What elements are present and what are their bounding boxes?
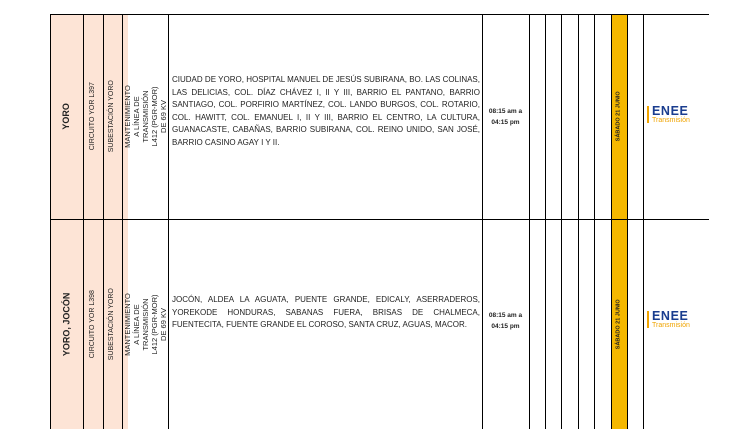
date-label: SÁBADO 21 JUNIO bbox=[615, 299, 622, 349]
circuit-cell bbox=[83, 14, 103, 219]
date-cell bbox=[611, 219, 627, 429]
date-label: SÁBADO 21 JUNIO bbox=[615, 91, 622, 142]
work-cell bbox=[122, 219, 168, 429]
substation-cell bbox=[103, 14, 122, 219]
column-divider bbox=[643, 14, 644, 429]
column-divider bbox=[529, 14, 530, 429]
column-divider bbox=[545, 14, 546, 429]
department-cell bbox=[50, 14, 83, 219]
time-range bbox=[482, 310, 529, 332]
time-end: 04:15 pm bbox=[491, 119, 520, 126]
enee-logo bbox=[647, 106, 709, 128]
department-label: YORO bbox=[61, 103, 72, 130]
affected-locations: CIUDAD DE YORO, HOSPITAL MANUEL DE JESÚS SUBIRANA, BO. LAS COLINAS, LAS DELICIAS, COL. DÍAZ CHÁVEZ I, II Y III, BARRIO EL PANTANO, BARRIO SANTIAGO, COL. PORFIRIO MARTÍNEZ, COL. LANDO BURGOS, COL. ROTARIO, COL. HAWITT, COL. EMANUEL I, II Y III, BARRIO EL CENTRO, LA CULTURA, GUANACASTE, CABAÑAS, BARRIO SUBIRANA, COL. REINO UNIDO, SAN JOSÉ, BARRIO CASINO AGAY I Y II. bbox=[172, 75, 480, 147]
time-end: 04:15 pm bbox=[491, 323, 520, 330]
work-description: MANTENIMIENTO A LÍNEA DE TRANSMISIÓN L412 (PGR-MOR) DE 69 KV bbox=[122, 292, 168, 356]
column-divider bbox=[561, 14, 562, 429]
circuit-label: CIRCUITO YOR L397 bbox=[88, 82, 96, 151]
time-start: 08:15 am a bbox=[488, 108, 523, 115]
time-range bbox=[482, 106, 529, 128]
logo-bar bbox=[647, 311, 649, 328]
substation-label: SUBESTACIÓN YORO bbox=[108, 80, 116, 153]
department-label: YORO, JOCÓN bbox=[61, 292, 72, 356]
column-divider bbox=[578, 14, 579, 429]
department-cell bbox=[50, 219, 83, 429]
substation-cell bbox=[103, 219, 122, 429]
logo-bar bbox=[647, 106, 649, 123]
time-start: 08:15 am a bbox=[488, 312, 523, 319]
logo-subtitle: Transmisión bbox=[652, 117, 690, 124]
logo-subtitle: Transmisión bbox=[652, 322, 690, 329]
work-description: MANTENIMIENTO A LÍNEA DE TRANSMISIÓN L412 (PGR-MOR) DE 69 KV bbox=[122, 85, 168, 148]
work-cell bbox=[122, 14, 168, 219]
column-divider bbox=[594, 14, 595, 429]
affected-locations: JOCÓN, ALDEA LA AGUATA, PUENTE GRANDE, EDICALY, ASERRADEROS, YOREKODE HONDURAS, SABANAS FUERA, BRISAS DE CHALMECA, FUENTECITA, FUENTE GRANDE EL COROSO, SANTA CRUZ, AGUAS, MACOR. bbox=[172, 295, 480, 329]
circuit-label: CIRCUITO YOR L398 bbox=[88, 289, 96, 359]
column-divider bbox=[627, 14, 628, 429]
date-cell bbox=[611, 14, 627, 219]
column-divider bbox=[168, 14, 169, 429]
outage-table bbox=[50, 14, 709, 429]
column-divider bbox=[482, 14, 483, 429]
logo-name: ENEE bbox=[652, 104, 689, 118]
substation-label: SUBESTACIÓN YORO bbox=[108, 287, 116, 361]
logo-name: ENEE bbox=[652, 309, 689, 323]
enee-logo bbox=[647, 311, 709, 333]
circuit-cell bbox=[83, 219, 103, 429]
